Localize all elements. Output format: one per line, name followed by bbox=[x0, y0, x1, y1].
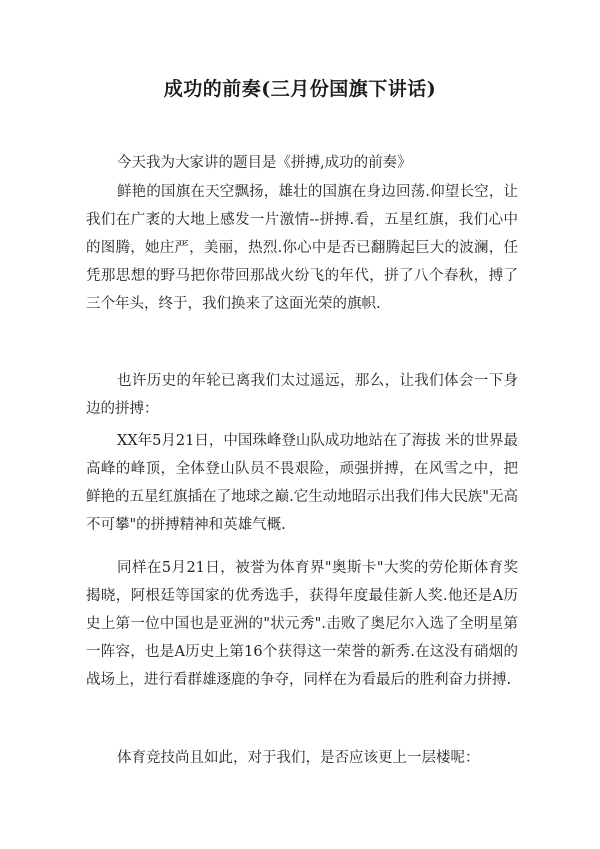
paragraph-2: 也许历史的年轮已离我们太过遥远，那么，让我们体会一下身边的拼搏： bbox=[86, 373, 518, 417]
paragraph-5: 体育竞技尚且如此，对于我们，是否应该更上一层楼呢： bbox=[117, 750, 480, 766]
paragraph-1: 鲜艳的国旗在天空飘扬，雄壮的国旗在身边回荡.仰望长空，让我们在广袤的大地上感发一片激情--拼搏.看，五星红旗，我们心中的图腾，她庄严，美丽，热烈.你心中是否已翻腾起巨大的波澜，任凭那思想的野马把你带回那战火纷飞的年代，拼了八个春秋，搏了三个年头，终于，我们换来了这面光荣的旗帜. bbox=[86, 184, 518, 312]
intro-line: 今天我为大家讲的题目是《拼搏,成功的前奏》 bbox=[117, 155, 412, 171]
paragraph-4: 同样在5月21日，被誉为体育界"奥斯卡"大奖的劳伦斯体育奖揭晓，阿根廷等国家的优秀选手，获得年度最佳新人奖.他还是A历史上第一位中国也是亚洲的"状元秀".击败了奥尼尔入选了全明星第一阵容，也是A历史上第16个获得这一荣誉的新秀.在这没有硝烟的战场上，进行看群雄逐鹿的争夺，同样在为看最后的胜利奋力拼搏. bbox=[86, 560, 518, 688]
paragraph-3: XX年5月21日，中国珠峰登山队成功地站在了海拔 米的世界最高峰的峰顶，全体登山队员不畏艰险，顽强拼搏，在风雪之中，把鲜艳的五星红旗插在了地球之巅.它生动地昭示出我们伟大民族"无高不可攀"的拼搏精神和英雄气概. bbox=[86, 433, 518, 533]
document-title: 成功的前奏(三月份国旗下讲话) bbox=[163, 78, 437, 100]
